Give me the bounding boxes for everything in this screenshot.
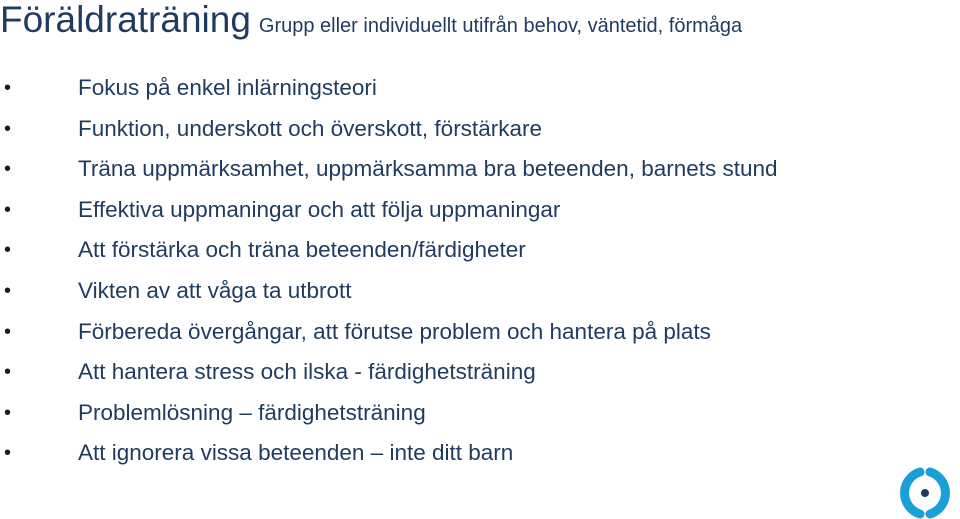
list-item <box>0 312 778 353</box>
bullet-icon: • <box>4 442 12 465</box>
bullet-icon: • <box>4 320 12 343</box>
list-item-text: Träna uppmärksamhet, uppmärksamma bra beteenden, barnets stund <box>78 156 778 182</box>
slide-title <box>0 0 742 50</box>
bullet-icon: • <box>4 198 12 221</box>
bullet-icon: • <box>4 401 12 424</box>
list-item <box>0 393 778 434</box>
list-item-text: Att förstärka och träna beteenden/färdigheter <box>78 237 526 263</box>
bullet-icon: • <box>4 77 12 99</box>
list-item-text: Funktion, underskott och överskott, förstärkare <box>78 115 542 141</box>
logo-icon <box>896 466 956 519</box>
list-item <box>0 68 778 109</box>
bullet-icon: • <box>4 279 12 302</box>
title-subtitle: Grupp eller individuellt utifrån behov, väntetid, förmåga <box>258 15 743 37</box>
bullet-icon: • <box>4 158 12 181</box>
list-item-text: Fokus på enkel inlärningsteori <box>78 75 377 100</box>
list-item <box>0 433 778 474</box>
list-item <box>0 149 778 190</box>
list-item <box>0 230 778 271</box>
bullet-icon: • <box>4 361 12 384</box>
list-item-text: Att ignorera vissa beteenden – inte ditt barn <box>78 440 514 466</box>
list-item-text: Vikten av att våga ta utbrott <box>78 277 352 303</box>
list-item <box>0 352 778 393</box>
list-item <box>0 271 778 312</box>
list-item-text: Problemlösning – färdighetsträning <box>78 399 426 425</box>
list-item-text: Att hantera stress och ilska - färdighetsträning <box>78 359 536 385</box>
list-item-text: Förbereda övergångar, att förutse problem och hantera på plats <box>78 318 711 344</box>
list-item-text: Effektiva uppmaningar och att följa uppmaningar <box>78 196 561 222</box>
title-main: Föräldraträning <box>0 0 251 40</box>
list-item <box>0 190 778 231</box>
list-item <box>0 109 778 150</box>
bullet-icon: • <box>4 117 12 140</box>
bullet-list <box>0 68 778 474</box>
bullet-icon: • <box>4 239 12 262</box>
